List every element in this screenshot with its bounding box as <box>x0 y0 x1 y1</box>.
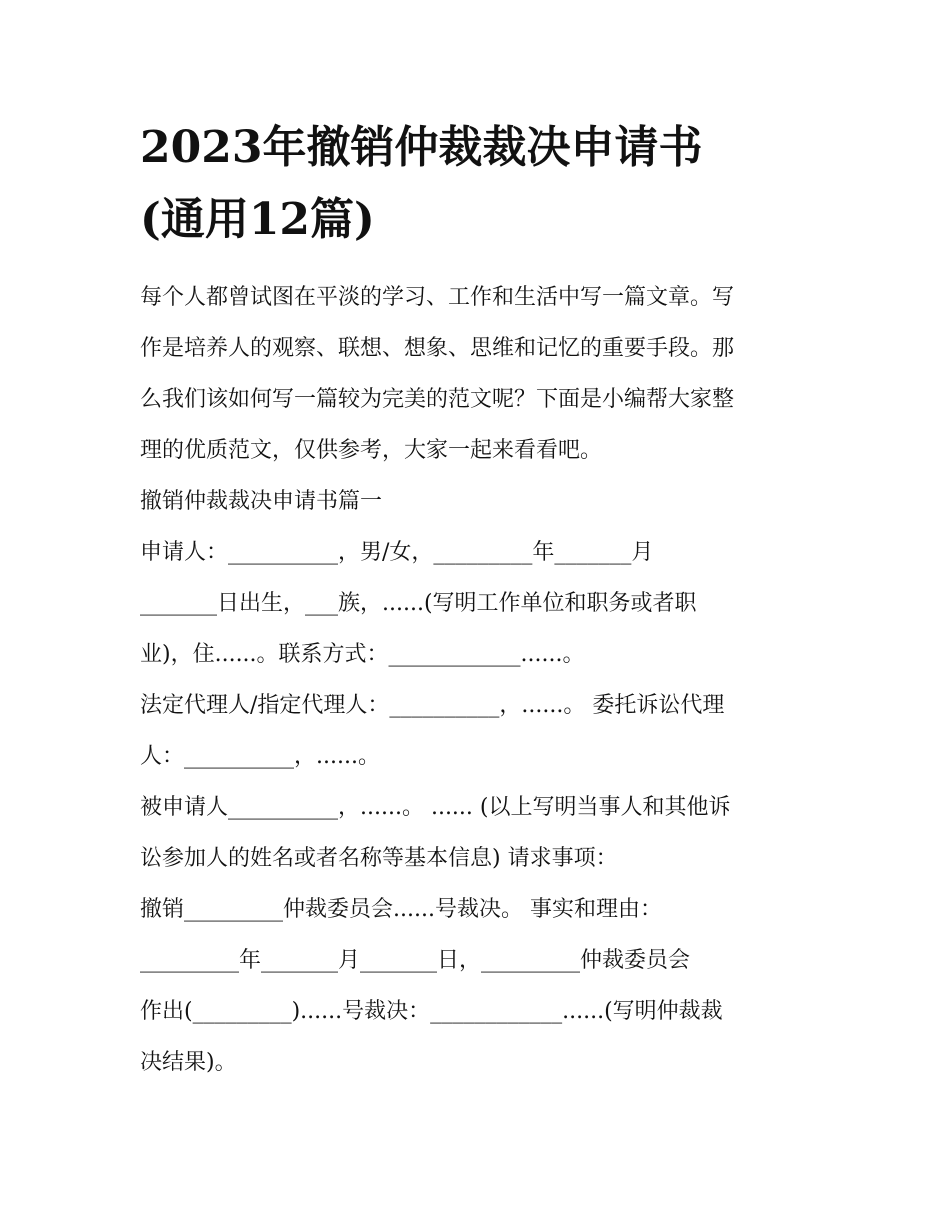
request-line: 决结果)。 <box>140 1050 237 1075</box>
applicant-paragraph <box>140 527 820 680</box>
title-line-2: (通用12篇) <box>140 194 375 245</box>
agent-line: 人：__________，......。 <box>140 744 380 769</box>
respondent-line: 被申请人__________，......。 ...... (以上写明当事人和其他诉 <box>140 795 731 820</box>
respondent-paragraph <box>140 782 820 884</box>
respondent-line: 讼参加人的姓名或者名称等基本信息) 请求事项： <box>140 846 618 871</box>
title-line-1: 2023年撤销仲裁裁决申请书 <box>140 122 703 173</box>
section-heading <box>140 476 820 527</box>
intro-line: 理的优质范文，仅供参考，大家一起来看看吧。 <box>140 438 603 463</box>
applicant-line: _______日出生，___族，......(写明工作单位和职务或者职 <box>140 591 697 616</box>
intro-line: 么我们该如何写一篇较为完美的范文呢？下面是小编帮大家整 <box>140 387 735 412</box>
applicant-line: 业)，住......。联系方式：____________......。 <box>140 642 585 667</box>
document-body <box>140 272 820 1088</box>
agent-paragraph <box>140 680 820 782</box>
document-title <box>140 112 820 256</box>
request-paragraph <box>140 884 820 1088</box>
intro-paragraph <box>140 272 820 476</box>
intro-line: 每个人都曾试图在平淡的学习、工作和生活中写一篇文章。写 <box>140 285 735 310</box>
section-heading-text: 撤销仲裁裁决申请书篇一 <box>140 489 383 514</box>
applicant-line: 申请人：__________，男/女，_________年_______月 <box>140 540 654 565</box>
request-line: _________年_______月_______日，_________仲裁委员会 <box>140 948 691 973</box>
agent-line: 法定代理人/指定代理人：__________，......。 委托诉讼代理 <box>140 693 725 718</box>
intro-line: 作是培养人的观察、联想、想象、思维和记忆的重要手段。那 <box>140 336 735 361</box>
document-page <box>140 112 820 1088</box>
request-line: 撤销_________仲裁委员会......号裁决。 事实和理由： <box>140 897 662 922</box>
request-line: 作出(_________)......号裁决：____________......(写明仲裁裁 <box>140 999 723 1024</box>
